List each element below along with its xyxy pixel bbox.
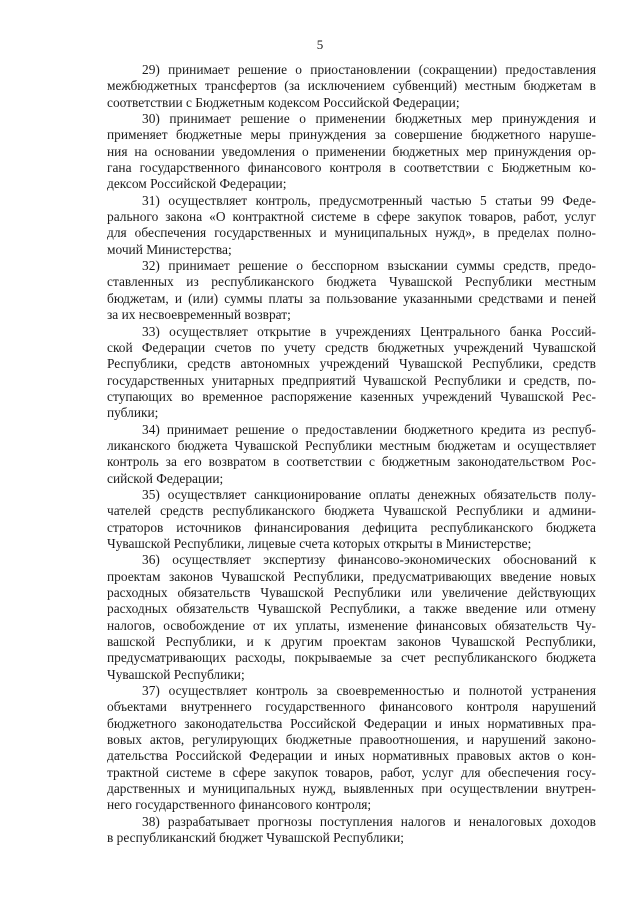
text-line: 33) осуществляет открытие в учреждениях Центрального банка Россий- [142, 323, 596, 339]
paragraph [107, 111, 596, 193]
text-line: ликанского бюджета Чувашской Республики местным бюджетам и осуществляет [107, 437, 596, 453]
paragraph [107, 422, 596, 487]
paragraph [107, 258, 596, 323]
text-line: расходных обязательств Чувашской Республики, а также введение или отмену [107, 601, 596, 617]
text-line: Республики, средств автономных учреждений Чувашской Республики, средств [107, 356, 596, 372]
text-line: 35) осуществляет санкционирование оплаты денежных обязательств полу- [142, 486, 596, 502]
text-line: межбюджетных трансфертов (за исключением субвенций) местным бюджетам в [107, 78, 596, 94]
body-text [107, 62, 596, 847]
paragraph [107, 683, 596, 814]
text-line: в республиканский бюджет Чувашской Республики; [107, 830, 404, 846]
text-line: Чувашской Республики; [107, 666, 245, 682]
text-line: проектам законов Чувашской Республики, предусматривающих введение новых [107, 568, 596, 584]
text-line: расходных обязательств Чувашской Республики или увеличение действующих [107, 585, 596, 600]
text-line: дексом Российской Федерации; [107, 176, 287, 192]
paragraph [107, 552, 596, 683]
paragraph [107, 487, 596, 552]
text-line: 38) разрабатывает прогнозы поступления налогов и неналоговых доходов [142, 813, 596, 829]
text-line: применяет бюджетные меры принуждения за совершение бюджетного наруше- [107, 127, 596, 143]
text-line: трактной системе в сфере закупок товаров, работ, услуг для обеспечения госу- [107, 764, 596, 780]
text-line: контроль за его возвратом в соответствии с бюджетным законодательством Рос- [107, 454, 596, 470]
text-line: публики; [107, 405, 159, 421]
paragraph [107, 324, 596, 422]
text-line: дательства Российской Федерации и иных нормативных правовых актов о кон- [107, 748, 596, 764]
text-line: 30) принимает решение о применении бюджетных мер принуждения и [142, 111, 596, 127]
text-line: 36) осуществляет экспертизу финансово-экономических обоснований к [142, 552, 596, 568]
text-line: дарственных и муниципальных нужд, выявленных при осуществлении внутрен- [107, 781, 596, 797]
paragraph [107, 193, 596, 258]
text-line: соответствии с Бюджетным кодексом Российской Федерации; [107, 94, 460, 110]
text-line: объектами внутреннего государственного финансового контроля нарушений [107, 699, 596, 715]
paragraph [107, 814, 596, 847]
page-number: 5 [316, 37, 324, 52]
text-line: ния на основании уведомления о применении бюджетных мер принуждения ор- [107, 143, 596, 159]
text-line: предусматривающих расходы, покрываемые за счет республиканского бюджета [107, 650, 596, 666]
text-line: 31) осуществляет контроль, предусмотренный частью 5 статьи 99 Феде- [142, 192, 596, 208]
text-line: чателей средств республиканского бюджета Чувашской Республики и админи- [107, 503, 596, 519]
text-line: него государственного финансового контроля; [107, 797, 372, 813]
text-line: вовых актов, регулирующих бюджетные правоотношения, и нарушений законо- [107, 732, 596, 748]
text-line: государственных унитарных предприятий Чувашской Республики и средств, по- [107, 372, 596, 388]
text-line: налогов, освобождение от их уплаты, изменение финансовых обязательств Чу- [107, 617, 596, 633]
text-line: Чувашской Республики, лицевые счета которых открыты в Министерстве; [107, 535, 532, 551]
text-line: гана государственного финансового контроля в соответствии с Бюджетным ко- [107, 160, 596, 176]
text-line: 37) осуществляет контроль за своевременностью и полнотой устранения [142, 683, 596, 699]
text-line: 32) принимает решение о бесспорном взыскании суммы средств, предо- [142, 258, 596, 274]
text-line: 34) принимает решение о предоставлении бюджетного кредита из респуб- [142, 421, 596, 437]
text-line: за их несвоевременный возврат; [107, 307, 291, 323]
text-line: рального закона «О контрактной системе в сфере закупок товаров, работ, услуг [107, 209, 596, 225]
text-line: мочий Министерства; [107, 241, 232, 257]
text-line: сийской Федерации; [107, 470, 224, 486]
text-line: ставленных из республиканского бюджета Чувашской Республики местным [107, 274, 596, 290]
paragraph [107, 62, 596, 111]
text-line: вашской Республики, и к другим проектам законов Чувашской Республики, [107, 634, 596, 650]
text-line: страторов источников финансирования дефицита республиканского бюджета [107, 519, 596, 535]
text-line: 29) принимает решение о приостановлении (сокращении) предоставления [142, 62, 596, 77]
text-line: ской Федерации счетов по учету средств бюджетных учреждений Чувашской [107, 339, 596, 355]
text-line: бюджетам, и (или) суммы платы за пользование указанными средствами и пеней [107, 290, 596, 306]
text-line: бюджетного законодательства Российской Федерации и иных нормативных пра- [107, 715, 596, 731]
text-line: для обеспечения государственных и муниципальных нужд», в пределах полно- [107, 225, 596, 241]
text-line: ступающих во временное распоряжение казенных учреждений Чувашской Рес- [107, 388, 596, 404]
